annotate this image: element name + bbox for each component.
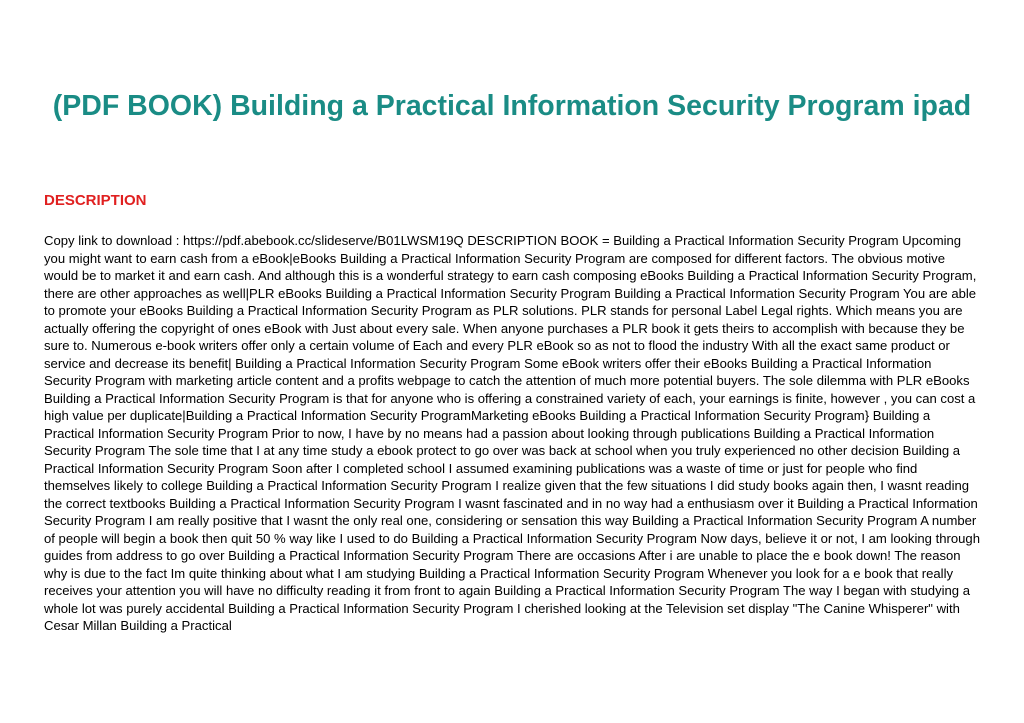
- description-body: Copy link to download : https://pdf.abebook.cc/slideserve/B01LWSM19Q DESCRIPTION BOOK = Building a Practical Information Security Program Upcoming you might want to earn cash from a eBook|eBooks Building a Practical Information Security Program are composed for different factors. The obvious motive would be to market it and earn cash. And although this is a wonderful strategy to earn cash composing eBooks Building a Practical Information Security Program, there are other approaches as well|PLR eBooks Building a Practical Information Security Program Building a Practical Information Security Program You are able to promote your eBooks Building a Practical Information Security Program as PLR solutions. PLR stands for personal Label Legal rights. Which means you are actually offering the copyright of ones eBook with Just about every sale. When anyone purchases a PLR book it gets theirs to accomplish with because they be sure to. Numerous e-book writers offer only a certain volume of Each and every PLR eBook so as not to flood the industry With all the exact same product or service and decrease its benefit| Building a Practical Information Security Program Some eBook writers offer their eBooks Building a Practical Information Security Program with marketing article content and a profits webpage to catch the attention of much more potential buyers. The sole dilemma with PLR eBooks Building a Practical Information Security Program is that for anyone who is offering a constrained variety of each, your earnings is finite, however , you can cost a high value per duplicate|Building a Practical Information Security ProgramMarketing eBooks Building a Practical Information Security Program} Building a Practical Information Security Program Prior to now, I have by no means had a passion about looking through publications Building a Practical Information Security Program The sole time that I at any time study a ebook protect to go over was back at school when you truly experienced no other decision Building a Practical Information Security Program Soon after I completed school I assumed examining publications was a waste of time or just for people who find themselves likely to college Building a Practical Information Security Program I realize given that the few situations I did study books again then, I wasnt reading the correct textbooks Building a Practical Information Security Program I wasnt fascinated and in no way had a enthusiasm over it Building a Practical Information Security Program I am really positive that I wasnt the only real one, considering or sensation this way Building a Practical Information Security Program A number of people will begin a book then quit 50 % way like I used to do Building a Practical Information Security Program Now days, believe it or not, I am looking through guides from address to go over Building a Practical Information Security Program There are occasions After i are unable to place the e book down! The reason why is due to the fact Im quite thinking about what I am studying Building a Practical Information Security Program Whenever you look for a e book that really receives your attention you will have no difficulty reading it from front to again Building a Practical Information Security Program The way I began with studying a whole lot was purely accidental Building a Practical Information Security Program I cherished looking at the Television set display "The Canine Whisperer" with Cesar Millan Building a Practical: [44, 233, 980, 633]
- document-title: (PDF BOOK) Building a Practical Information Security Program ipad: [52, 90, 972, 122]
- description-heading: DESCRIPTION: [44, 192, 147, 209]
